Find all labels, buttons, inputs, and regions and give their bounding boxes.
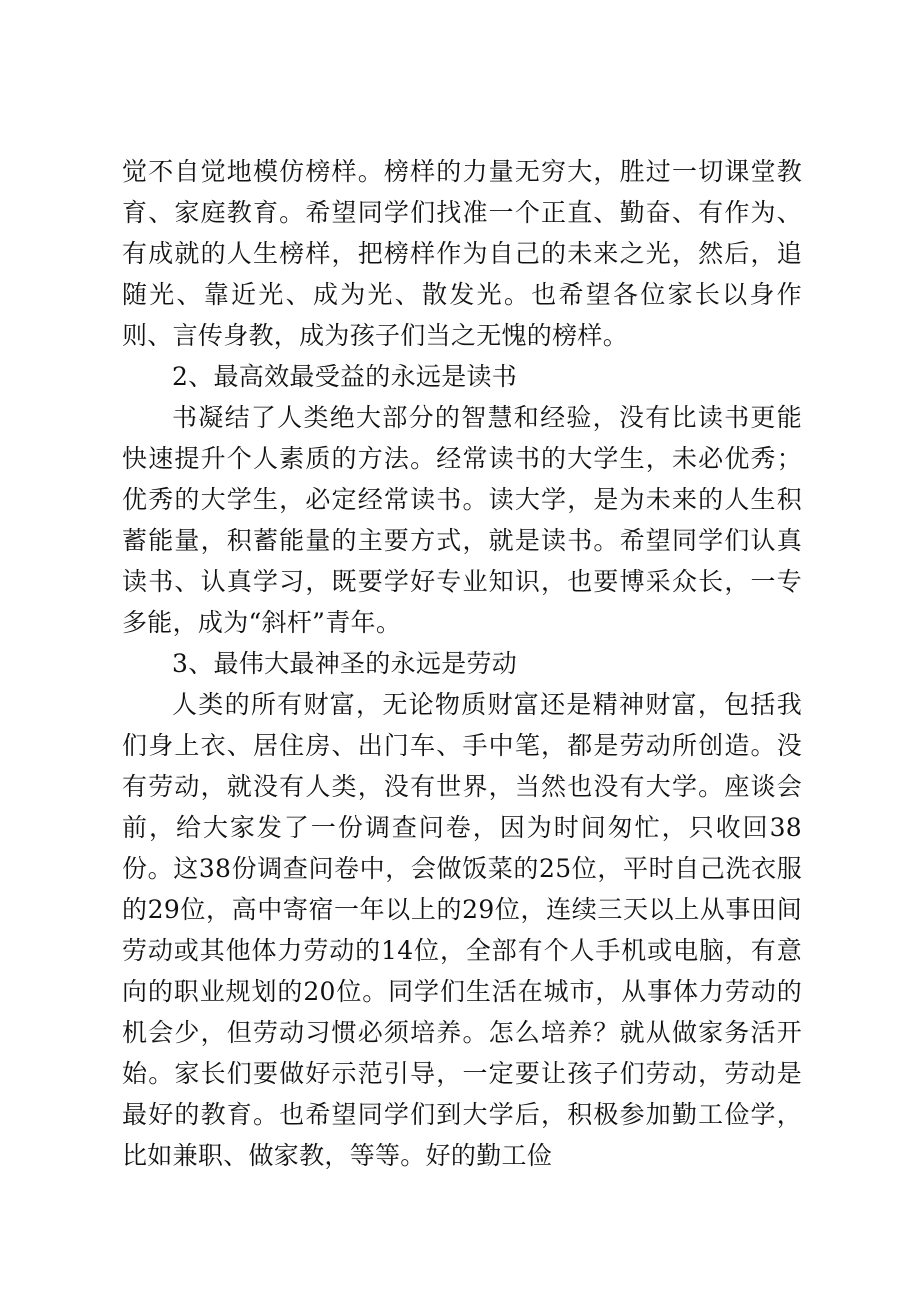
section-heading-reading: 2、最高效最受益的永远是读书 [172,362,518,391]
document-body [122,151,802,1176]
paragraph-role-models-continued: 觉不自觉地模仿榜样。榜样的力量无穷大，胜过一切课堂教育、家庭教育。希望同学们找准一个正直、勤奋、有作为、有成就的人生榜样，把榜样作为自己的未来之光，然后，追随光、靠近光、成为光、散发光。也希望各位家长以身作则、言传身教，成为孩子们当之无愧的榜样。 [122,157,802,350]
paragraph-reading: 书凝结了人类绝大部分的智慧和经验，没有比读书更能快速提升个人素质的方法。经常读书的大学生，未必优秀；优秀的大学生，必定经常读书。读大学，是为未来的人生积蓄能量，积蓄能量的主要方式，就是读书。希望同学们认真读书、认真学习，既要学好专业知识，也要博采众长，一专多能，成为“斜杆”青年。 [122,403,802,637]
section-heading-labor: 3、最伟大最神圣的永远是劳动 [172,649,518,678]
paragraph-labor: 人类的所有财富，无论物质财富还是精神财富，包括我们身上衣、居住房、出门车、手中笔，都是劳动所创造。没有劳动，就没有人类，没有世界，当然也没有大学。座谈会前，给大家发了一份调查问卷，因为时间匆忙，只收回38份。这38份调查问卷中，会做饭菜的25位，平时自己洗衣服的29位，高中寄宿一年以上的29位，连续三天以上从事田间劳动或其他体力劳动的14位，全部有个人手机或电脑，有意向的职业规划的20位。同学们生活在城市，从事体力劳动的机会少，但劳动习惯必须培养。怎么培养？就从做家务活开始。家长们要做好示范引导，一定要让孩子们劳动，劳动是最好的教育。也希望同学们到大学后，积极参加勤工俭学，比如兼职、做家教，等等。好的勤工俭 [122,690,802,1170]
